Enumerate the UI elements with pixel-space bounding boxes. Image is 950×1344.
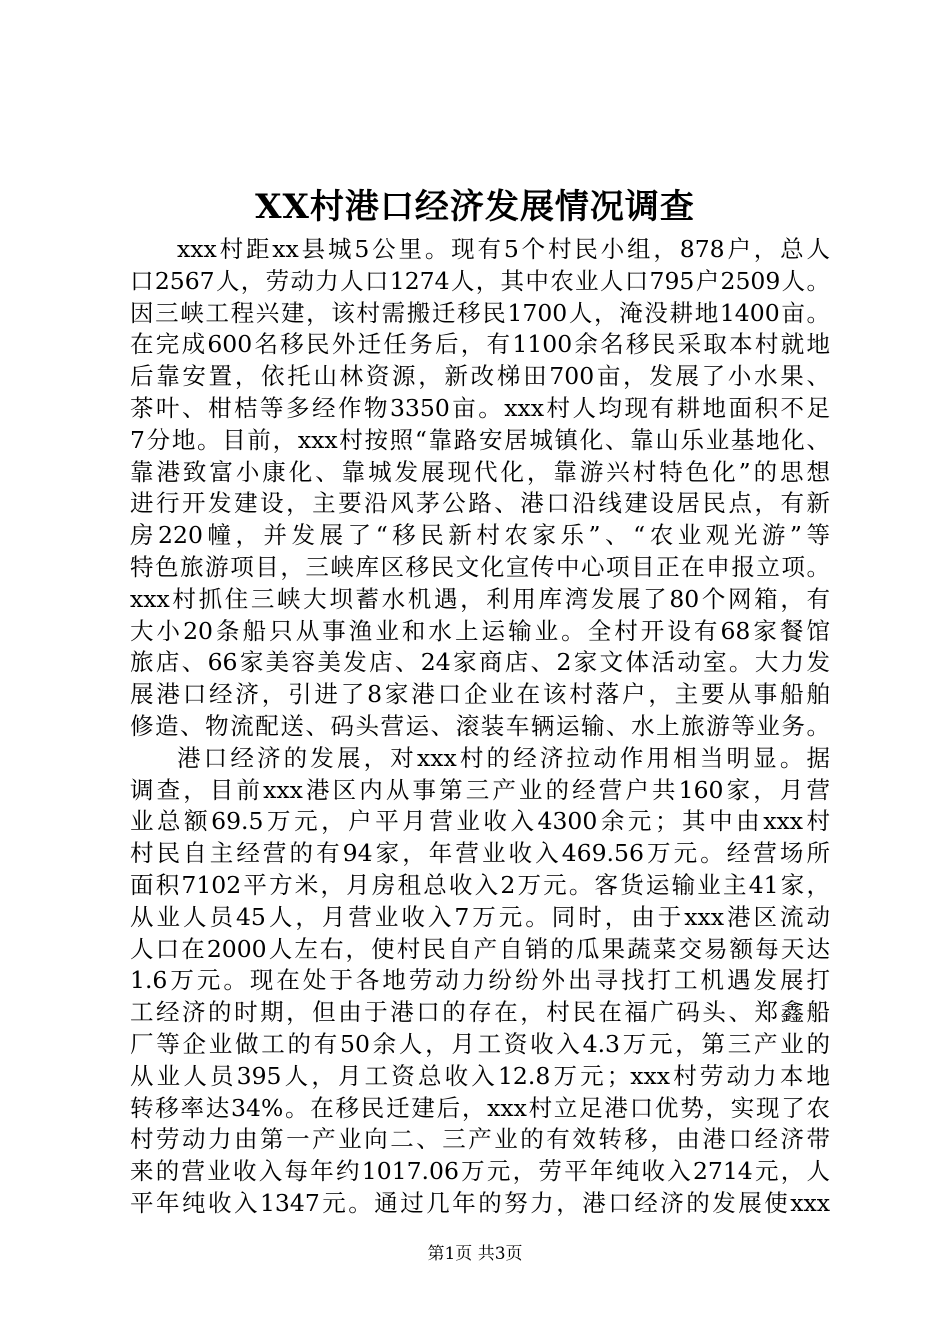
paragraph-line: 平年纯收入1347元。通过几年的努力，港口经济的发展使xxx — [130, 1188, 830, 1217]
paragraph-line: 厂等企业做工的有50余人，月工资收入4.3万元，第三产业的 — [130, 1029, 830, 1058]
document-title: XX村港口经济发展情况调查 — [255, 187, 695, 227]
paragraph-line: 大小20条船只从事渔业和水上运输业。全村开设有68家餐馆 — [130, 616, 830, 645]
paragraph-line: 从业人员45人，月营业收入7万元。同时，由于xxx港区流动 — [130, 902, 830, 931]
paragraph-line: 展港口经济，引进了8家港口企业在该村落户，主要从事船舶 — [130, 680, 830, 709]
paragraph-line: 1.6万元。现在处于各地劳动力纷纷外出寻找打工机遇发展打 — [130, 966, 830, 995]
page-footer: 第1页 共3页 — [427, 1244, 523, 1264]
paragraph-line: 后靠安置，依托山林资源，新改梯田700亩，发展了小水果、 — [130, 362, 830, 391]
paragraph-line: 进行开发建设，主要沿风茅公路、港口沿线建设居民点，有新 — [130, 489, 830, 518]
paragraph-line: 转移率达34%。在移民迁建后，xxx村立足港口优势，实现了农 — [130, 1093, 830, 1122]
paragraph-line: 村民自主经营的有94家，年营业收入469.56万元。经营场所 — [130, 839, 830, 868]
paragraph-line: 修造、物流配送、码头营运、滚装车辆运输、水上旅游等业务。 — [130, 711, 830, 740]
paragraph-line: 村劳动力由第一产业向二、三产业的有效转移，由港口经济带 — [130, 1125, 830, 1154]
paragraph-line: 因三峡工程兴建，该村需搬迁移民1700人，淹没耕地1400亩。 — [130, 298, 830, 327]
paragraph-line: 人口在2000人左右，使村民自产自销的瓜果蔬菜交易额每天达 — [130, 934, 830, 963]
paragraph-line: xxx村距xx县城5公里。现有5个村民小组，878户，总人 — [177, 235, 830, 263]
paragraph-line: xxx村抓住三峡大坝蓄水机遇，利用库湾发展了80个网箱，有 — [130, 584, 830, 613]
paragraph-line: 从业人员395人，月工资总收入12.8万元；xxx村劳动力本地 — [130, 1061, 830, 1090]
paragraph-line: 业总额69.5万元，户平月营业收入4300余元；其中由xxx村 — [130, 807, 830, 836]
paragraph-line: 港口经济的发展，对xxx村的经济拉动作用相当明显。据 — [177, 743, 830, 772]
paragraph-line: 调查，目前xxx港区内从事第三产业的经营户共160家，月营 — [130, 775, 830, 804]
paragraph-line: 旅店、66家美容美发店、24家商店、2家文体活动室。大力发 — [130, 648, 830, 677]
paragraph-line: 口2567人，劳动力人口1274人，其中农业人口795户2509人。 — [130, 266, 830, 295]
paragraph-line: 茶叶、柑桔等多经作物3350亩。xxx村人均现有耕地面积不足 — [130, 393, 830, 422]
paragraph-line: 特色旅游项目，三峡库区移民文化宣传中心项目正在申报立项。 — [130, 552, 830, 581]
paragraph-line: 房220幢，并发展了“移民新村农家乐”、“农业观光游”等 — [130, 521, 830, 550]
paragraph-line: 在完成600名移民外迁任务后，有1100余名移民采取本村就地 — [130, 330, 830, 359]
document-body — [130, 234, 830, 1220]
paragraph-line: 7分地。目前，xxx村按照“靠路安居城镇化、靠山乐业基地化、 — [130, 425, 830, 454]
paragraph-line: 工经济的时期，但由于港口的存在，村民在福广码头、郑鑫船 — [130, 998, 830, 1027]
paragraph-line: 来的营业收入每年约1017.06万元，劳平年纯收入2714元，人 — [130, 1157, 830, 1186]
paragraph-line: 面积7102平方米，月房租总收入2万元。客货运输业主41家， — [130, 870, 830, 899]
paragraph-line: 靠港致富小康化、靠城发展现代化，靠游兴村特色化”的思想 — [130, 457, 830, 486]
